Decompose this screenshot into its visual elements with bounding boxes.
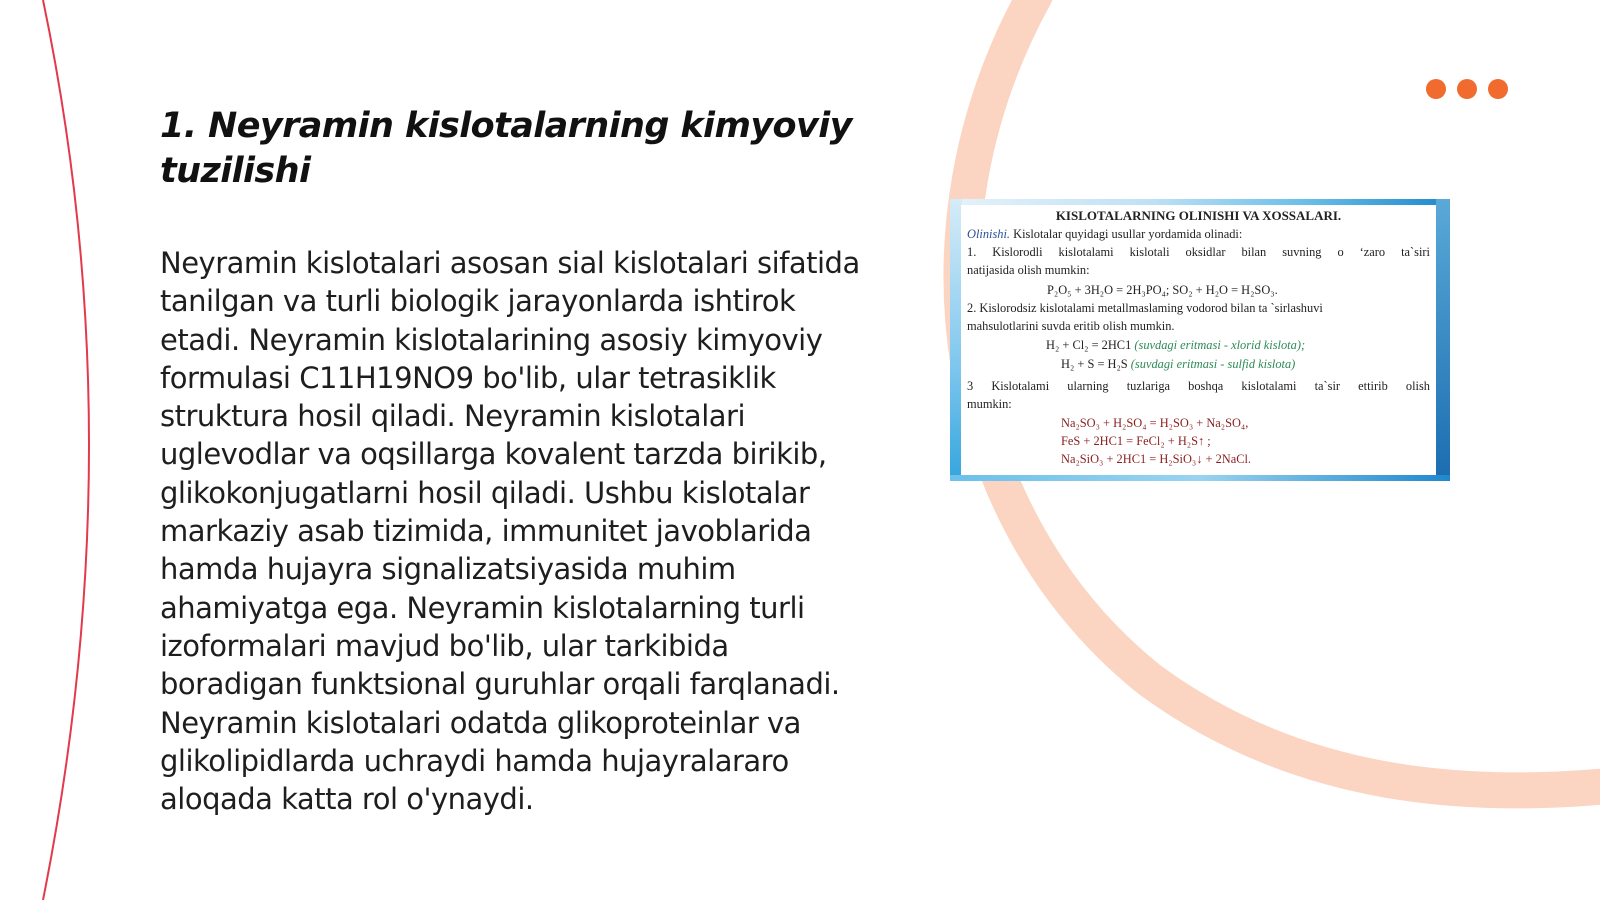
textbook-page — [961, 205, 1436, 475]
equation-5: FeS + 2HC1 = FeCl₂ + H₂S↑ ; — [1061, 434, 1211, 448]
dot — [1426, 79, 1446, 99]
equation-4: Na₂SO₃ + H₂SO₄ = H₂SO₃ + Na₂SO₄, — [1061, 416, 1249, 430]
item3-line2: mumkin: — [967, 397, 1012, 411]
dot — [1457, 79, 1477, 99]
equation-1: P₂O₅ + 3H₂O = 2H₃PO₄; SO₂ + H₂O = H₂SO₃. — [1047, 283, 1278, 297]
equation-3-line — [1061, 355, 1430, 373]
equation-3: H₂ + S = H₂S — [1061, 357, 1128, 371]
slide-body-text: Neyramin kislotalari asosan sial kislotalari sifatida tanilgan va turli biologik jarayonlarda ishtirok etadi. Neyramin kislotalarining asosiy kimyoviy formulasi C11H19NO9 bo'lib, ular tetrasiklik struktura hosil qiladi. Neyramin kislotalari uglevodlar va oqsillarga kovalent tarzda birikib, glikokonjugatlarni hosil qiladi. Ushbu kislotalar markaziy asab tizimida, immunitet javoblarida hamda hujayra signalizatsiyasida muhim ahamiyatga ega. Neyramin kislotalarning turli izoformalari mavjud bo'lib, ular tarkibida boradigan funktsional guruhlar orqali farqlanadi. Neyramin kislotalari odatda glikoproteinlar va glikolipidlarda uchraydi hamda hujayralararo aloqada katta rol o'ynaydi. — [160, 246, 860, 817]
slide-title: 1. Neyramin kislotalarning kimyoviy tuzilishi — [160, 106, 852, 191]
olinishi-label: Olinishi. — [967, 227, 1011, 241]
equation-3-note: (suvdagi eritmasi - sulfid kislota) — [1130, 357, 1296, 371]
item1-line1: 1. Kislorodli kislotalami kislotali oksidlar bilan suvning o ‘zaro ta`siri — [967, 245, 1430, 259]
equation-6: Na₂SiO₃ + 2HC1 = H₂SiO₃↓ + 2NaCl. — [1061, 452, 1252, 466]
textbook-heading: KISLOTALARNING OLINISHI VA XOSSALARI. — [1055, 208, 1342, 223]
frame-right — [1436, 199, 1450, 481]
equation-2: H₂ + Cl₂ = 2HC1 — [1046, 338, 1132, 352]
equation-2-note: (suvdagi eritmasi - xlorid kislota); — [1134, 338, 1306, 352]
menu-dots-icon — [1426, 79, 1508, 99]
item1-line2: natijasida olish mumkin: — [967, 263, 1090, 277]
olinishi-line — [967, 225, 1430, 243]
equation-2-line — [1046, 336, 1430, 354]
item2-line2: mahsulotlarini suvda eritib olish mumkin. — [967, 319, 1175, 333]
item3-line1: 3 Kislotalami ularning tuzlariga boshqa kislotalami ta`sir ettirib olish — [967, 379, 1430, 393]
dot — [1488, 79, 1508, 99]
olinishi-text: Kislotalar quyidagi usullar yordamida olinadi: — [1013, 227, 1243, 241]
item2-line1: 2. Kislorodsiz kislotalami metallmaslaming vodorod bilan ta `sirlashuvi — [967, 301, 1323, 315]
left-accent-line — [43, 0, 89, 900]
frame-bottom — [950, 475, 1450, 481]
textbook-image — [950, 199, 1450, 481]
